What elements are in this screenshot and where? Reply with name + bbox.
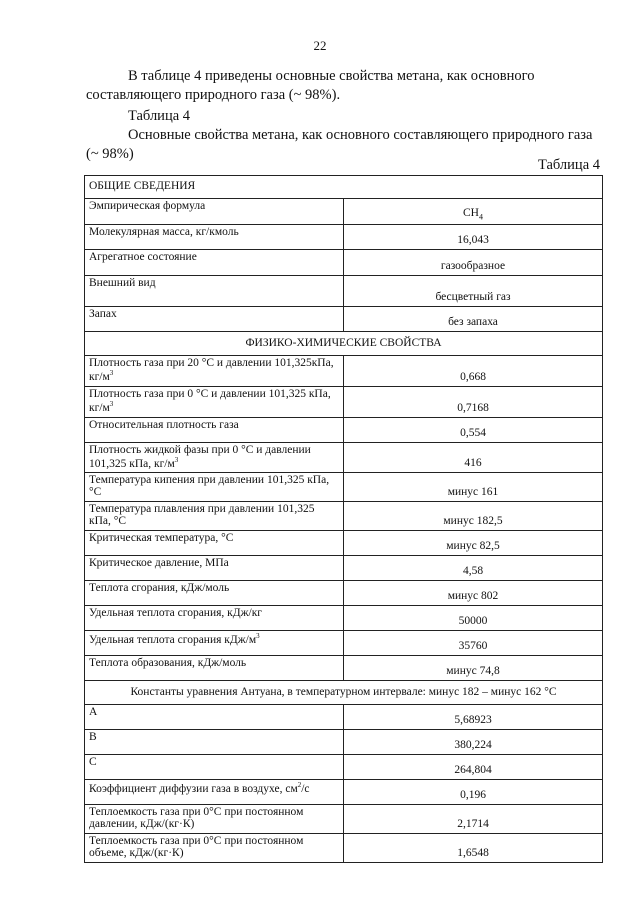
property-value-text: 50000 bbox=[458, 615, 488, 628]
property-value-text: минус 82,5 bbox=[446, 540, 500, 553]
property-value bbox=[344, 417, 603, 442]
table-row bbox=[85, 276, 603, 307]
section-antoine-constants-row bbox=[85, 681, 603, 705]
property-value-text: 16,043 bbox=[457, 234, 489, 246]
table-row bbox=[85, 356, 603, 387]
property-value-text: бесцветный газ bbox=[435, 291, 511, 303]
property-name-text: Молекулярная масса, кг/кмоль bbox=[89, 226, 239, 238]
property-value-text: минус 802 bbox=[447, 590, 499, 603]
section-general-sciences: ОБЩИЕ СВЕДЕНИЯ bbox=[85, 176, 603, 199]
property-value bbox=[344, 606, 603, 631]
property-name-text: Теплота образования, кДж/моль bbox=[89, 657, 247, 670]
page-number: 22 bbox=[313, 38, 327, 53]
table-caption-title: Основные свойства метана, как основного составляющего природного газа (~ 98%) bbox=[86, 127, 593, 162]
section-physchem-properties-row bbox=[85, 332, 603, 356]
property-name-text: Критическая температура, °С bbox=[89, 532, 234, 545]
property-name-text: Теплоемкость газа при 0°С при постоянном давлении, кДж/(кг·К) bbox=[89, 806, 304, 831]
property-value bbox=[344, 307, 603, 332]
property-value-text: 0,7168 bbox=[457, 401, 489, 414]
property-name bbox=[85, 356, 344, 387]
property-value-text: газообразное bbox=[440, 260, 506, 272]
property-unit-exponent: 3 bbox=[109, 399, 114, 408]
property-name bbox=[85, 631, 344, 656]
property-value-text: 1,6548 bbox=[457, 847, 489, 860]
property-value-text: без запаха bbox=[448, 316, 498, 328]
property-value bbox=[344, 199, 603, 225]
property-value bbox=[344, 730, 603, 755]
property-name-text: Температура кипения при давлении 101,325 кПа, °С bbox=[89, 474, 330, 499]
table-row bbox=[85, 442, 603, 473]
property-value-text: 4,58 bbox=[462, 565, 484, 578]
table-row bbox=[85, 631, 603, 656]
table-row bbox=[85, 531, 603, 556]
property-name-text: Эмпирическая формула bbox=[89, 200, 206, 212]
property-value-text: 380,224 bbox=[454, 739, 492, 752]
property-value bbox=[344, 225, 603, 250]
property-name-text: Критическое давление, МПа bbox=[89, 557, 229, 570]
property-value bbox=[344, 755, 603, 780]
property-name-text: Плотность газа при 0 °С и давлении 101,325 кПа, кг/м bbox=[89, 387, 331, 414]
table-row bbox=[85, 755, 603, 780]
table-row bbox=[85, 225, 603, 250]
property-value bbox=[344, 502, 603, 531]
property-value-text: 5,68923 bbox=[454, 714, 492, 727]
property-value bbox=[344, 386, 603, 417]
property-name-text: Удельная теплота сгорания, кДж/кг bbox=[89, 607, 263, 620]
property-name bbox=[85, 805, 344, 834]
table-row bbox=[85, 581, 603, 606]
table-row bbox=[85, 606, 603, 631]
property-name bbox=[85, 502, 344, 531]
property-name bbox=[85, 199, 344, 225]
property-value-text: 35760 bbox=[458, 640, 488, 653]
property-value-text: минус 74,8 bbox=[446, 665, 500, 678]
property-value bbox=[344, 631, 603, 656]
property-name bbox=[85, 417, 344, 442]
property-value-text: 416 bbox=[464, 457, 482, 470]
property-name bbox=[85, 307, 344, 332]
table-row bbox=[85, 805, 603, 834]
property-name bbox=[85, 473, 344, 502]
section-antoine-constants: Константы уравнения Антуана, в температурном интервале: минус 182 – минус 162 °С bbox=[85, 681, 603, 705]
table-row bbox=[85, 656, 603, 681]
property-name bbox=[85, 780, 344, 805]
property-name bbox=[85, 442, 344, 473]
property-name-text: Плотность газа при 20 °С и давлении 101,325кПа, кг/м bbox=[89, 357, 334, 383]
table-row bbox=[85, 705, 603, 730]
property-value-text: 0,668 bbox=[460, 370, 486, 383]
property-name-text: Внешний вид bbox=[89, 277, 156, 289]
property-name bbox=[85, 755, 344, 780]
property-value-text: 264,804 bbox=[454, 764, 492, 777]
property-name-text: Запах bbox=[89, 308, 117, 320]
property-name-text: Удельная теплота сгорания кДж/м bbox=[89, 634, 257, 647]
property-value-text: минус 161 bbox=[447, 486, 499, 499]
table-row bbox=[85, 780, 603, 805]
property-value bbox=[344, 473, 603, 502]
property-unit-exponent: 2 bbox=[297, 781, 302, 790]
property-name bbox=[85, 834, 344, 863]
property-name bbox=[85, 225, 344, 250]
property-value bbox=[344, 656, 603, 681]
property-value bbox=[344, 276, 603, 307]
table-row bbox=[85, 417, 603, 442]
property-name-text: В bbox=[89, 731, 97, 744]
property-name-text: А bbox=[89, 706, 98, 719]
table-row bbox=[85, 473, 603, 502]
table-row bbox=[85, 556, 603, 581]
property-name-text: Температура плавления при давлении 101,325 кПа, °С bbox=[89, 503, 315, 528]
property-unit-exponent: 3 bbox=[256, 632, 260, 641]
property-name bbox=[85, 531, 344, 556]
property-value bbox=[344, 556, 603, 581]
property-value bbox=[344, 581, 603, 606]
table-row bbox=[85, 250, 603, 276]
property-name-text: Теплота сгорания, кДж/моль bbox=[89, 582, 230, 595]
property-value bbox=[344, 356, 603, 387]
property-name-text: Теплоемкость газа при 0°С при постоянном объеме, кДж/(кг·К) bbox=[89, 835, 304, 860]
property-name bbox=[85, 730, 344, 755]
property-unit-tail: /с bbox=[301, 783, 310, 796]
table-caption-label: Таблица 4 bbox=[128, 108, 191, 124]
table-row bbox=[85, 386, 603, 417]
property-name-text: Плотность жидкой фазы при 0 °С и давлении 101,325 кПа, кг/м bbox=[89, 443, 311, 470]
section-general-sciences-row bbox=[85, 176, 603, 199]
table-row bbox=[85, 834, 603, 863]
property-name bbox=[85, 250, 344, 276]
section-physchem-properties: ФИЗИКО-ХИМИЧЕСКИЕ СВОЙСТВА bbox=[85, 332, 603, 356]
intro-paragraph: В таблице 4 приведены основные свойства метана, как основного составляющего природного газа (~ 98%). bbox=[86, 68, 535, 103]
property-value-subscript: 4 bbox=[478, 212, 483, 221]
property-name-text: Относительная плотность газа bbox=[89, 418, 239, 431]
property-name bbox=[85, 581, 344, 606]
property-value-text: 0,196 bbox=[460, 789, 486, 802]
property-name bbox=[85, 705, 344, 730]
property-value bbox=[344, 442, 603, 473]
property-name-text: С bbox=[89, 756, 97, 769]
property-name-text: Коэффициент диффузии газа в воздухе, см bbox=[89, 783, 298, 796]
methane-properties-table bbox=[84, 175, 603, 863]
table-label: Таблица 4 bbox=[537, 157, 600, 173]
table-row bbox=[85, 307, 603, 332]
property-value bbox=[344, 531, 603, 556]
property-value bbox=[344, 705, 603, 730]
table-row bbox=[85, 730, 603, 755]
property-value-text: 0,554 bbox=[460, 426, 486, 439]
property-value bbox=[344, 805, 603, 834]
property-unit-exponent: 3 bbox=[109, 369, 114, 377]
property-value bbox=[344, 780, 603, 805]
property-value bbox=[344, 250, 603, 276]
property-name bbox=[85, 276, 344, 307]
property-value-text: 2,1714 bbox=[457, 818, 489, 831]
table-row bbox=[85, 502, 603, 531]
property-name bbox=[85, 386, 344, 417]
property-value-text: минус 182,5 bbox=[443, 515, 503, 528]
property-value-text: CH bbox=[463, 206, 479, 219]
property-unit-exponent: 3 bbox=[174, 455, 179, 464]
table-row bbox=[85, 199, 603, 225]
property-name bbox=[85, 556, 344, 581]
property-value bbox=[344, 834, 603, 863]
property-name bbox=[85, 606, 344, 631]
property-name bbox=[85, 656, 344, 681]
property-name-text: Агрегатное состояние bbox=[89, 251, 197, 263]
